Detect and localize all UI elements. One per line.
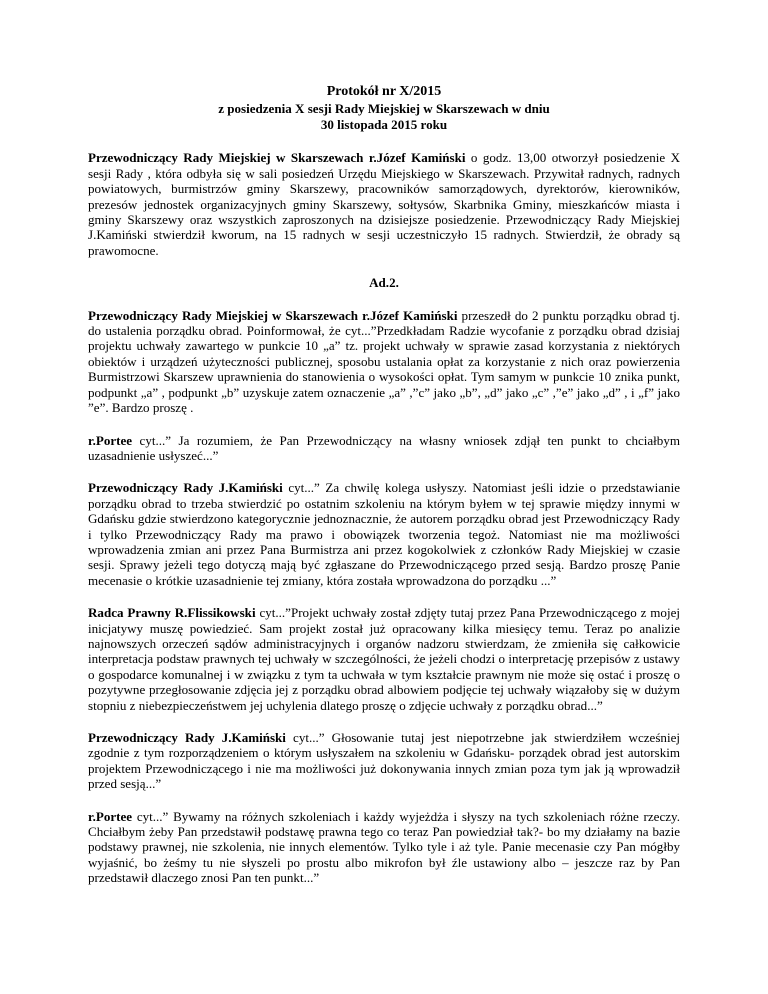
paragraph-text: cyt...” Bywamy na różnych szkoleniach i każdy wyjeżdża i słyszy na tych szkoleniach różne rzeczy. Chciałbym żeby Pan przedstawił podstawę prawna tego co teraz Pan powiedział tak?- bo my działamy na bazie podstawy prawnej, nie szkolenia, nie innych elementów. Tylko tyle i aż tyle. Panie mecenasie czy Pan mógłby wyjaśnić, bo żeśmy tu nie słyszeli po prostu albo mikrofon był źle ustawiony albo – jeszcze raz by Pan przedstawił dlaczego znosi Pan ten punkt...” [88,808,680,886]
section-heading: Ad.2. [369,275,399,291]
subtitle-line-1: z posiedzenia X sesji Rady Miejskiej w Skarszewach w dniu [218,101,550,117]
protocol-subtitle [88,101,680,133]
paragraph-text: o godz. 13,00 otworzył posiedzenie X sesji Rady , która odbyła się w sali posiedzeń Urzędu Miejskiego w Skarszewach. Przywitał radnych, radnych powiatowych, burmistrzów gminy Skarszewy, pracowników samorządowych, dyrektorów, kierowników, prezesów jednostek organizacyjnych gminy Skarszewy, sołtysów, Skarbnika Gminy, mieszkańców miasta i gminy Skarszewy oraz wszystkich zaproszonych na dzisiejsze posiedzenie. Przewodniczący Rady Miejskiej J.Kamiński stwierdził kworum, na 15 radnych w sesji uczestniczyło 15 radnych. Stwierdził, że obrady są prawomocne. [88,150,680,258]
paragraph-text: cyt...” Ja rozumiem, że Pan Przewodniczący na własny wniosek zdjął ten punkt to chciałbym uzasadnienie usłyszeć...” [88,432,680,463]
paragraph-text: cyt...” Głosowanie tutaj jest niepotrzebne jak stwierdziłem wcześniej zgodnie z tym rozporządzeniem o którym usłyszałem na szkoleniu w Gdańsku- porządek obrad jest autorskim projektem Przewodniczącego i nie ma możliwości już dokonywania innych zmian poza tym jak ją wprowadził przed sesją...” [88,730,680,792]
paragraph-portee-1 [88,433,680,464]
paragraph-portee-2 [88,809,680,886]
paragraph-agenda [88,308,680,416]
paragraph-text: cyt...”Projekt uchwały został zdjęty tutaj przez Pana Przewodniczącego z mojej inicjatywy muszę powiedzieć. Sam projekt został już opracowany kilka miesięcy temu. Teraz po analizie najnowszych orzeczeń sądów administracyjnych i organów nadzoru stwierdzam, że zmieniła się całkowicie interpretacja podstaw prawnych tej uchwały w szczególności, że jeżeli chodzi o interpretację przepisów z ustawy o gospodarce komunalnej i w związku z tym ta uchwała w tym kształcie prawnym nie może się ostać i proszę o pozytywne przegłosowanie zdjęcia jej z porządku obrad albowiem podjęcie tej uchwały wiązałoby się w dużym stopniu z niebezpieczeństwem jej uchylenia dlatego proszę o zdjęcie uchwały z porządku obrad...” [88,605,680,713]
document-page [88,0,680,886]
speaker-name: r.Portee [88,432,133,448]
paragraph-chairman-2 [88,730,680,792]
paragraph-text: przeszedł do 2 punktu porządku obrad tj. do ustalenia porządku obrad. Poinformował, że cyt...”Przedkładam Radzie wycofanie z porządku obrad dzisiaj projektu uchwały zawartego w punkcie 10 „a” tz. projekt uchwały w sprawie zasad korzystania z niektórych obiektów i urządzeń użyteczności publicznej, sposobu ustalania opłat za korzystanie z nich oraz powierzenia Burmistrzowi Skarszew uprawnienia do stanowienia o wysokości opłat. Tym samym w punkcie 10 znika punkt, podpunkt „a” , podpunkt „b” uzyskuje zatem oznaczenie „a” ,”c” jako „b”, „d” jako „c” ,”e” jako „d” , i „f” jako ”e”. Bardzo proszę . [88,307,680,416]
speaker-name: Przewodniczący Rady J.Kamiński [88,480,283,496]
protocol-title: Protokół nr X/2015 [326,84,442,99]
speaker-name: r.Portee [88,808,133,824]
subtitle-line-2: 30 listopada 2015 roku [320,117,448,133]
paragraph-opening [88,150,680,258]
speaker-name: Przewodniczący Rady Miejskiej w Skarszewach r.Józef Kamiński [88,150,466,166]
paragraph-legal-counsel [88,605,680,713]
speaker-name: Przewodniczący Rady Miejskiej w Skarszewach r.Józef Kamiński [88,307,458,323]
speaker-name: Radca Prawny R.Flissikowski [88,605,256,621]
speaker-name: Przewodniczący Rady J.Kamiński [88,730,286,745]
paragraph-text: cyt...” Za chwilę kolega usłyszy. Natomiast jeśli idzie o przedstawianie porządku obrad to trzeba stwierdzić po ostatnim szkoleniu na którym byłem w tej sprawie między innymi w Gdańsku gdzie stwierdzono kategorycznie jednoznacznie, że autorem porządku obrad jest Przewodniczący Rady i tylko Przewodniczący Rady ma prawo i obowiązek tworzenia tegoż. Natomiast nie ma możliwości wprowadzenia zmian ani przez Pana Burmistrza ani przez kogokolwiek z członków Rady Miejskiej w czasie sesji. Sprawy jeżeli tego dotyczą mają być zgłaszane do Przewodniczącego przed sesją. Bardzo proszę Panie mecenasie o krótkie uzasadnienie tej zmiany, która została wprowadzona do porządku ...” [88,480,680,588]
paragraph-chairman-1 [88,480,680,588]
